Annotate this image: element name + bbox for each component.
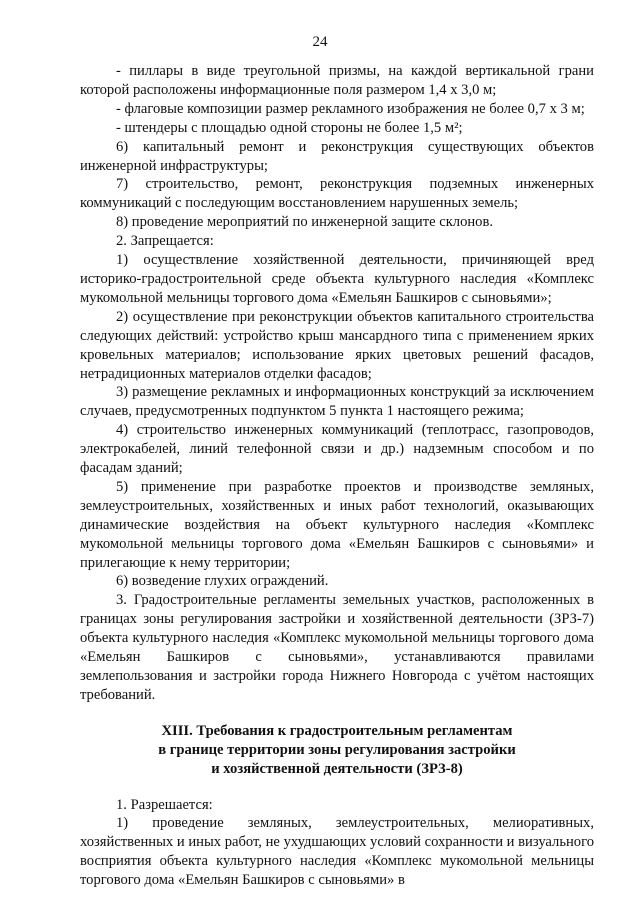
paragraph: 6) возведение глухих ограждений. xyxy=(116,573,329,590)
paragraph: 2. Запрещается: xyxy=(116,233,214,250)
paragraph: 7) строительство, ремонт, реконструкция подземных инженерных коммуникаций с последующим восстановлением нарушенных земель; xyxy=(80,176,594,212)
paragraph: 2) осуществление при реконструкции объектов капитального строительства следующих действий: устройство крыш мансардного типа с применением ярких кровельных материалов; использование ярких цветовых решений фасадов, нетрадиционных материалов отделки фасадов; xyxy=(80,308,594,382)
paragraph: 1) осуществление хозяйственной деятельности, причиняющей вред историко-градостроительной среде объекта культурного наследия «Комплекс мукомольной мельницы торгового дома «Емельян Башкиров с сыновьями»; xyxy=(80,252,594,306)
document-body xyxy=(80,62,594,890)
paragraph: 8) проведение мероприятий по инженерной защите склонов. xyxy=(116,214,494,231)
paragraph: 1. Разрешается: xyxy=(116,796,213,813)
paragraph: 3) размещение рекламных и информационных конструкций за исключением случаев, предусмотренных подпунктом 5 пункта 1 настоящего режима; xyxy=(80,384,594,420)
paragraph: - штендеры с площадью одной стороны не более 1,5 м²; xyxy=(116,119,463,136)
section-heading-line: и хозяйственной деятельности (ЗРЗ-8) xyxy=(211,760,463,777)
paragraph: 3. Градостроительные регламенты земельных участков, расположенных в границах зоны регулирования застройки и хозяйственной деятельности (ЗРЗ-7) объекта культурного наследия «Комплекс мукомольной мельницы торгового дома «Емельян Башкиров с сыновьями», устанавливаются правилами землепользования и застройки города Нижнего Новгорода с учётом настоящих требований. xyxy=(80,592,594,703)
paragraph: - флаговые композиции размер рекламного изображения не более 0,7 х 3 м; xyxy=(116,100,585,117)
section-heading xyxy=(80,722,594,779)
paragraph: 6) капитальный ремонт и реконструкция существующих объектов инженерной инфраструктуры; xyxy=(80,138,594,174)
paragraph: 4) строительство инженерных коммуникаций (теплотрасс, газопроводов, электрокабелей, линий телефонной связи и др.) надземным способом и по фасадам зданий; xyxy=(80,422,594,477)
paragraph: 5) применение при разработке проектов и производстве земляных, землеустроительных, хозяйственных и иных работ технологий, оказывающих динамические воздействия на объект культурного наследия «Комплекс мукомольной мельницы торгового дома «Емельян Башкиров с сыновьями» и прилегающие к нему территории; xyxy=(80,478,594,571)
section-heading-line: в границе территории зоны регулирования застройки xyxy=(158,741,516,758)
section-heading-line: XIII. Требования к градостроительным регламентам xyxy=(161,722,513,739)
paragraph: 1) проведение земляных, землеустроительных, мелиоративных, хозяйственных и иных работ, не ухудшающих условий сохранности и визуального восприятия объекта культурного наследия «Комплекс мукомольной мельницы торгового дома «Емельян Башкиров с сыновьями» в xyxy=(80,815,594,889)
paragraph: - пиллары в виде треугольной призмы, на каждой вертикальной грани которой расположены информационные поля размером 1,4 х 3,0 м; xyxy=(80,63,594,98)
page-number: 24 xyxy=(312,34,328,50)
